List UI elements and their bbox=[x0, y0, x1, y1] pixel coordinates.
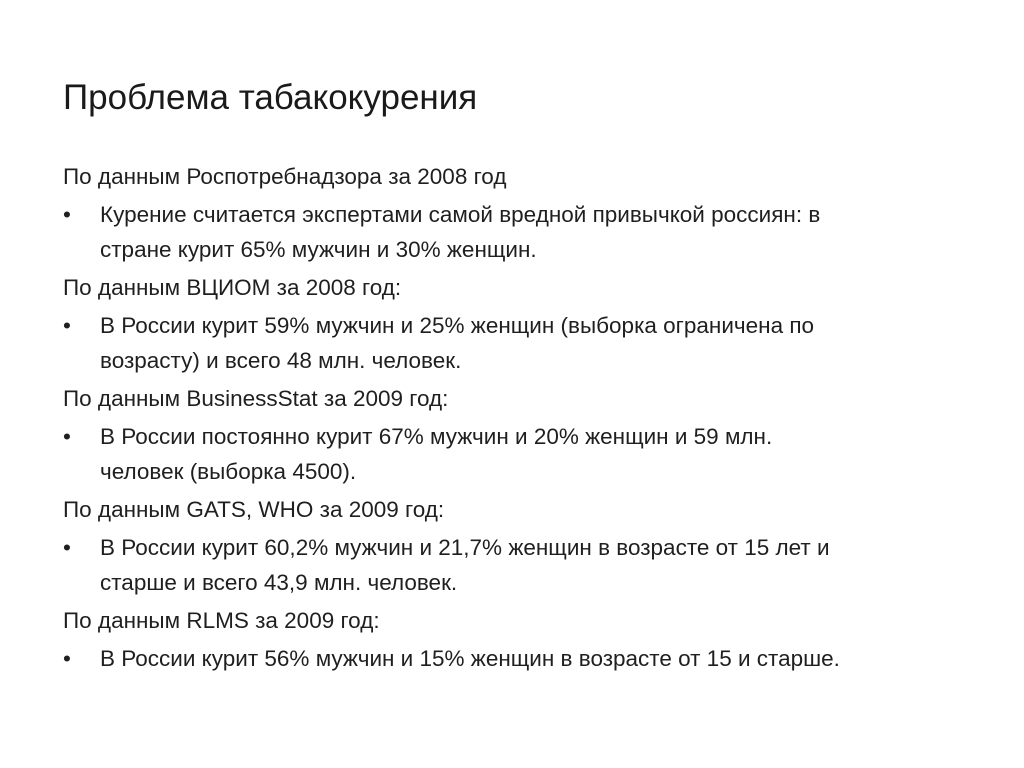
bullet-item bbox=[63, 530, 963, 600]
bullet-glyph: • bbox=[63, 535, 71, 560]
bullet-line: Курение считается экспертами самой вредной привычкой россиян: в bbox=[100, 202, 821, 227]
source-heading: По данным ВЦИОМ за 2008 год: bbox=[63, 275, 402, 300]
bullet-item bbox=[63, 308, 963, 378]
bullet-line: В России курит 56% мужчин и 15% женщин в возрасте от 15 и старше. bbox=[100, 646, 840, 671]
bullet-line: В России постоянно курит 67% мужчин и 20% женщин и 59 млн. bbox=[100, 424, 773, 449]
bullet-line: стране курит 65% мужчин и 30% женщин. bbox=[100, 237, 537, 262]
bullet-glyph: • bbox=[63, 313, 71, 338]
slide-content bbox=[63, 159, 963, 679]
bullet-item bbox=[63, 197, 963, 267]
bullet-line: В России курит 59% мужчин и 25% женщин (выборка ограничена по bbox=[100, 313, 815, 338]
source-heading: По данным RLMS за 2009 год: bbox=[63, 608, 380, 633]
bullet-line: старше и всего 43,9 млн. человек. bbox=[100, 570, 458, 595]
bullet-line: В России курит 60,2% мужчин и 21,7% женщин в возрасте от 15 лет и bbox=[100, 535, 830, 560]
bullet-line: возрасту) и всего 48 млн. человек. bbox=[100, 348, 462, 373]
bullet-glyph: • bbox=[63, 424, 71, 449]
source-heading: По данным GATS, WHO за 2009 год: bbox=[63, 497, 445, 522]
bullet-glyph: • bbox=[63, 202, 71, 227]
bullet-item bbox=[63, 641, 963, 676]
source-heading: По данным BusinessStat за 2009 год: bbox=[63, 386, 449, 411]
bullet-line: человек (выборка 4500). bbox=[100, 459, 357, 484]
bullet-item bbox=[63, 419, 963, 489]
slide-title: Проблема табакокурения bbox=[63, 78, 478, 117]
bullet-glyph: • bbox=[63, 646, 71, 671]
source-heading: По данным Роспотребнадзора за 2008 год bbox=[63, 164, 507, 189]
